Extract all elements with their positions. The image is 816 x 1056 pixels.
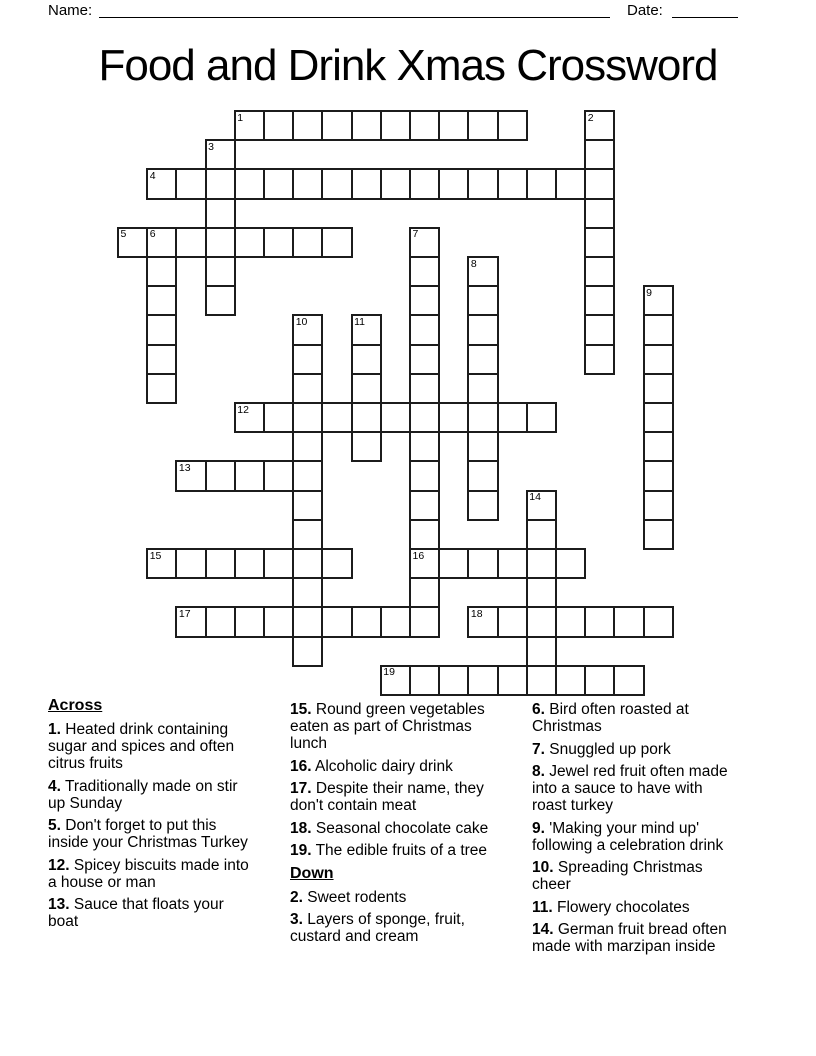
grid-cell-r2c6 bbox=[292, 168, 323, 199]
grid-cell-r10c12 bbox=[467, 402, 498, 433]
clue-19: 19. The edible fruits of a tree bbox=[290, 842, 488, 859]
grid-cell-r15c14 bbox=[526, 548, 557, 579]
grid-cell-r15c15 bbox=[555, 548, 586, 579]
grid-cell-r9c6 bbox=[292, 373, 323, 404]
grid-cell-r10c18 bbox=[643, 402, 674, 433]
grid-cell-r12c10 bbox=[409, 460, 440, 491]
grid-cell-r2c8 bbox=[351, 168, 382, 199]
clue-2: 2. Sweet rodents bbox=[290, 888, 407, 906]
grid-cell-r13c18 bbox=[643, 490, 674, 521]
date-fill-line bbox=[672, 17, 738, 18]
grid-cell-r12c5 bbox=[263, 460, 294, 491]
grid-cell-r12c18 bbox=[643, 460, 674, 491]
grid-cell-r3c3 bbox=[205, 198, 236, 229]
clue-13: 13. Sauce that floats your boat bbox=[48, 896, 224, 930]
clue-6: 6. Bird often roasted at Christmas bbox=[532, 701, 689, 735]
grid-cell-r16c10 bbox=[409, 577, 440, 608]
cell-number-19: 19 bbox=[383, 666, 395, 679]
grid-cell-r0c16 bbox=[584, 110, 615, 141]
clue-15: 15. Round green vegetables eaten as part of Christmas lunch bbox=[290, 701, 485, 752]
clue-number-3: 3. bbox=[290, 911, 303, 928]
grid-cell-r15c12 bbox=[467, 548, 498, 579]
clue-column-2 bbox=[290, 701, 500, 951]
grid-cell-r8c16 bbox=[584, 344, 615, 375]
grid-cell-r8c1 bbox=[146, 344, 177, 375]
clue-17: 17. Despite their name, they don't contain meat bbox=[290, 780, 484, 814]
grid-cell-r1c3 bbox=[205, 139, 236, 170]
grid-cell-r2c14 bbox=[526, 168, 557, 199]
grid-cell-r2c13 bbox=[497, 168, 528, 199]
cell-number-15: 15 bbox=[149, 549, 162, 562]
grid-cell-r9c10 bbox=[409, 373, 440, 404]
grid-cell-r17c15 bbox=[555, 606, 586, 637]
grid-cell-r10c5 bbox=[263, 402, 294, 433]
grid-cell-r17c9 bbox=[380, 606, 411, 637]
clue-number-9: 9. bbox=[532, 819, 545, 837]
grid-cell-r4c7 bbox=[321, 227, 352, 258]
grid-cell-r19c10 bbox=[409, 665, 440, 696]
grid-cell-r17c14 bbox=[526, 606, 557, 637]
grid-cell-r2c12 bbox=[467, 168, 498, 199]
grid-cell-r10c6 bbox=[292, 402, 323, 433]
grid-cell-r8c10 bbox=[409, 344, 440, 375]
grid-cell-r11c6 bbox=[292, 431, 323, 462]
grid-cell-r12c4 bbox=[234, 460, 265, 491]
clue-number-14: 14. bbox=[532, 921, 554, 938]
grid-cell-r13c10 bbox=[409, 490, 440, 521]
grid-cell-r15c10 bbox=[409, 548, 440, 579]
grid-cell-r19c13 bbox=[497, 665, 528, 696]
grid-cell-r19c9 bbox=[380, 665, 411, 696]
grid-cell-r0c5 bbox=[263, 110, 294, 141]
clue-9: 9. 'Making your mind up' following a celebration drink bbox=[532, 819, 724, 854]
grid-cell-r7c10 bbox=[409, 314, 440, 345]
grid-cell-r6c18 bbox=[643, 285, 674, 316]
cell-number-18: 18 bbox=[470, 607, 483, 620]
date-label: Date: bbox=[627, 2, 663, 19]
grid-cell-r0c6 bbox=[292, 110, 323, 141]
grid-cell-r19c16 bbox=[584, 665, 615, 696]
grid-cell-r9c8 bbox=[351, 373, 382, 404]
clue-7: 7. Snuggled up pork bbox=[532, 740, 671, 758]
cell-number-7: 7 bbox=[412, 228, 419, 241]
grid-cell-r6c3 bbox=[205, 285, 236, 316]
grid-cell-r19c12 bbox=[467, 665, 498, 696]
clue-number-15: 15. bbox=[290, 701, 312, 718]
clue-heading-across: Across bbox=[48, 697, 103, 714]
grid-cell-r4c4 bbox=[234, 227, 265, 258]
grid-cell-r0c8 bbox=[351, 110, 382, 141]
clue-number-5: 5. bbox=[48, 817, 61, 834]
grid-cell-r2c1 bbox=[146, 168, 177, 199]
grid-cell-r7c18 bbox=[643, 314, 674, 345]
grid-cell-r2c2 bbox=[175, 168, 206, 199]
grid-cell-r4c1 bbox=[146, 227, 177, 258]
grid-cell-r10c7 bbox=[321, 402, 352, 433]
grid-cell-r10c8 bbox=[351, 402, 382, 433]
name-fill-line bbox=[99, 17, 610, 18]
clue-number-13: 13. bbox=[48, 896, 70, 913]
grid-cell-r10c13 bbox=[497, 402, 528, 433]
grid-cell-r15c11 bbox=[438, 548, 469, 579]
grid-cell-r0c12 bbox=[467, 110, 498, 141]
grid-cell-r6c1 bbox=[146, 285, 177, 316]
grid-cell-r2c7 bbox=[321, 168, 352, 199]
grid-cell-r0c7 bbox=[321, 110, 352, 141]
grid-cell-r17c7 bbox=[321, 606, 352, 637]
grid-cell-r8c8 bbox=[351, 344, 382, 375]
grid-cell-r15c5 bbox=[263, 548, 294, 579]
grid-cell-r9c1 bbox=[146, 373, 177, 404]
grid-cell-r17c13 bbox=[497, 606, 528, 637]
grid-cell-r6c16 bbox=[584, 285, 615, 316]
grid-cell-r17c4 bbox=[234, 606, 265, 637]
grid-cell-r15c7 bbox=[321, 548, 352, 579]
grid-cell-r17c5 bbox=[263, 606, 294, 637]
grid-cell-r1c16 bbox=[584, 139, 615, 170]
page-title: Food and Drink Xmas Crossword bbox=[98, 41, 718, 90]
grid-cell-r17c3 bbox=[205, 606, 236, 637]
grid-cell-r5c1 bbox=[146, 256, 177, 287]
grid-cell-r15c13 bbox=[497, 548, 528, 579]
grid-cell-r19c11 bbox=[438, 665, 469, 696]
grid-cell-r17c12 bbox=[467, 606, 498, 637]
clue-14: 14. German fruit bread often made with marzipan inside bbox=[532, 921, 727, 955]
grid-cell-r13c6 bbox=[292, 490, 323, 521]
cell-number-16: 16 bbox=[412, 549, 425, 562]
grid-cell-r17c18 bbox=[643, 606, 674, 637]
clue-number-7: 7. bbox=[532, 740, 545, 758]
grid-cell-r2c10 bbox=[409, 168, 440, 199]
cell-number-12: 12 bbox=[237, 403, 249, 416]
grid-cell-r19c17 bbox=[613, 665, 644, 696]
grid-cell-r4c6 bbox=[292, 227, 323, 258]
grid-cell-r14c10 bbox=[409, 519, 440, 550]
name-label: Name: bbox=[48, 2, 93, 19]
clue-number-2: 2. bbox=[290, 888, 303, 906]
clue-number-12: 12. bbox=[48, 856, 70, 874]
grid-cell-r4c16 bbox=[584, 227, 615, 258]
grid-cell-r5c3 bbox=[205, 256, 236, 287]
clue-number-4: 4. bbox=[48, 777, 61, 795]
clue-number-8: 8. bbox=[532, 763, 545, 780]
cell-number-17: 17 bbox=[178, 607, 191, 620]
grid-cell-r17c8 bbox=[351, 606, 382, 637]
crossword-grid bbox=[117, 110, 674, 696]
grid-cell-r2c16 bbox=[584, 168, 615, 199]
cell-number-3: 3 bbox=[208, 140, 214, 153]
grid-cell-r7c16 bbox=[584, 314, 615, 345]
grid-cell-r15c1 bbox=[146, 548, 177, 579]
clue-number-1: 1. bbox=[48, 721, 61, 738]
grid-cell-r4c5 bbox=[263, 227, 294, 258]
grid-cell-r2c5 bbox=[263, 168, 294, 199]
grid-cell-r19c14 bbox=[526, 665, 557, 696]
grid-cell-r16c6 bbox=[292, 577, 323, 608]
grid-cell-r18c6 bbox=[292, 636, 323, 667]
grid-cell-r12c12 bbox=[467, 460, 498, 491]
grid-cell-r2c15 bbox=[555, 168, 586, 199]
grid-cell-r3c16 bbox=[584, 198, 615, 229]
grid-cell-r10c9 bbox=[380, 402, 411, 433]
clue-number-10: 10. bbox=[532, 859, 554, 876]
cell-number-8: 8 bbox=[470, 257, 477, 270]
grid-cell-r5c10 bbox=[409, 256, 440, 287]
grid-cell-r15c6 bbox=[292, 548, 323, 579]
cell-number-11: 11 bbox=[354, 315, 365, 328]
cell-number-13: 13 bbox=[178, 461, 191, 474]
grid-cell-r2c3 bbox=[205, 168, 236, 199]
grid-cell-r5c16 bbox=[584, 256, 615, 287]
clue-8: 8. Jewel red fruit often made into a sauce to have with roast turkey bbox=[532, 763, 728, 814]
grid-cell-r0c13 bbox=[497, 110, 528, 141]
grid-cell-r9c18 bbox=[643, 373, 674, 404]
clue-number-17: 17. bbox=[290, 780, 312, 797]
grid-cell-r2c11 bbox=[438, 168, 469, 199]
grid-cell-r0c11 bbox=[438, 110, 469, 141]
clue-10: 10. Spreading Christmas cheer bbox=[532, 859, 703, 893]
grid-cell-r19c15 bbox=[555, 665, 586, 696]
clue-number-19: 19. bbox=[290, 842, 312, 859]
grid-cell-r6c12 bbox=[467, 285, 498, 316]
clue-column-3 bbox=[532, 701, 738, 961]
grid-cell-r11c8 bbox=[351, 431, 382, 462]
cell-number-5: 5 bbox=[120, 228, 127, 241]
grid-cell-r17c16 bbox=[584, 606, 615, 637]
grid-cell-r4c3 bbox=[205, 227, 236, 258]
cell-number-4: 4 bbox=[149, 169, 156, 182]
grid-cell-r11c12 bbox=[467, 431, 498, 462]
grid-cell-r10c4 bbox=[234, 402, 265, 433]
grid-cell-r8c18 bbox=[643, 344, 674, 375]
grid-cell-r15c3 bbox=[205, 548, 236, 579]
cell-number-2: 2 bbox=[587, 111, 594, 124]
clue-5: 5. Don't forget to put this inside your Christmas Turkey bbox=[48, 817, 248, 851]
grid-cell-r17c17 bbox=[613, 606, 644, 637]
grid-cell-r8c12 bbox=[467, 344, 498, 375]
grid-cell-r7c8 bbox=[351, 314, 382, 345]
cell-number-6: 6 bbox=[149, 228, 156, 241]
clue-heading-down: Down bbox=[290, 864, 334, 882]
grid-cell-r4c2 bbox=[175, 227, 206, 258]
grid-cell-r15c4 bbox=[234, 548, 265, 579]
grid-cell-r14c18 bbox=[643, 519, 674, 550]
cell-number-1: 1 bbox=[237, 111, 244, 124]
grid-cell-r14c14 bbox=[526, 519, 557, 550]
grid-cell-r16c14 bbox=[526, 577, 557, 608]
grid-cell-r10c11 bbox=[438, 402, 469, 433]
grid-cell-r11c18 bbox=[643, 431, 674, 462]
grid-cell-r17c10 bbox=[409, 606, 440, 637]
grid-cell-r18c14 bbox=[526, 636, 557, 667]
grid-cell-r12c6 bbox=[292, 460, 323, 491]
clue-number-18: 18. bbox=[290, 819, 312, 837]
grid-cell-r10c14 bbox=[526, 402, 557, 433]
clue-3: 3. Layers of sponge, fruit, custard and cream bbox=[290, 911, 465, 945]
grid-cell-r7c6 bbox=[292, 314, 323, 345]
grid-cell-r6c10 bbox=[409, 285, 440, 316]
grid-cell-r14c6 bbox=[292, 519, 323, 550]
grid-cell-r0c9 bbox=[380, 110, 411, 141]
grid-cell-r5c12 bbox=[467, 256, 498, 287]
grid-cell-r8c6 bbox=[292, 344, 323, 375]
grid-cell-r0c10 bbox=[409, 110, 440, 141]
clue-12: 12. Spicey biscuits made into a house or man bbox=[48, 856, 249, 891]
grid-cell-r17c6 bbox=[292, 606, 323, 637]
clue-column-1 bbox=[48, 697, 258, 936]
clue-18: 18. Seasonal chocolate cake bbox=[290, 819, 489, 837]
grid-cell-r9c12 bbox=[467, 373, 498, 404]
grid-cell-r2c4 bbox=[234, 168, 265, 199]
grid-cell-r13c14 bbox=[526, 490, 557, 521]
clue-number-11: 11. bbox=[532, 898, 553, 916]
grid-cell-r7c1 bbox=[146, 314, 177, 345]
cell-number-9: 9 bbox=[646, 286, 652, 299]
grid-cell-r10c10 bbox=[409, 402, 440, 433]
clue-number-16: 16. bbox=[290, 757, 312, 775]
cell-number-10: 10 bbox=[295, 315, 308, 328]
clue-16: 16. Alcoholic dairy drink bbox=[290, 757, 453, 775]
clue-number-6: 6. bbox=[532, 701, 545, 718]
grid-cell-r4c0 bbox=[117, 227, 148, 258]
grid-cell-r12c2 bbox=[175, 460, 206, 491]
grid-cell-r15c2 bbox=[175, 548, 206, 579]
grid-cell-r2c9 bbox=[380, 168, 411, 199]
grid-cell-r0c4 bbox=[234, 110, 265, 141]
clue-4: 4. Traditionally made on stir up Sunday bbox=[48, 777, 238, 812]
clue-1: 1. Heated drink containing sugar and spices and often citrus fruits bbox=[48, 721, 235, 772]
grid-cell-r13c12 bbox=[467, 490, 498, 521]
grid-cell-r12c3 bbox=[205, 460, 236, 491]
clue-11: 11. Flowery chocolates bbox=[532, 898, 690, 916]
grid-cell-r17c2 bbox=[175, 606, 206, 637]
grid-cell-r7c12 bbox=[467, 314, 498, 345]
grid-cell-r11c10 bbox=[409, 431, 440, 462]
cell-number-14: 14 bbox=[529, 491, 541, 504]
grid-cell-r4c10 bbox=[409, 227, 440, 258]
